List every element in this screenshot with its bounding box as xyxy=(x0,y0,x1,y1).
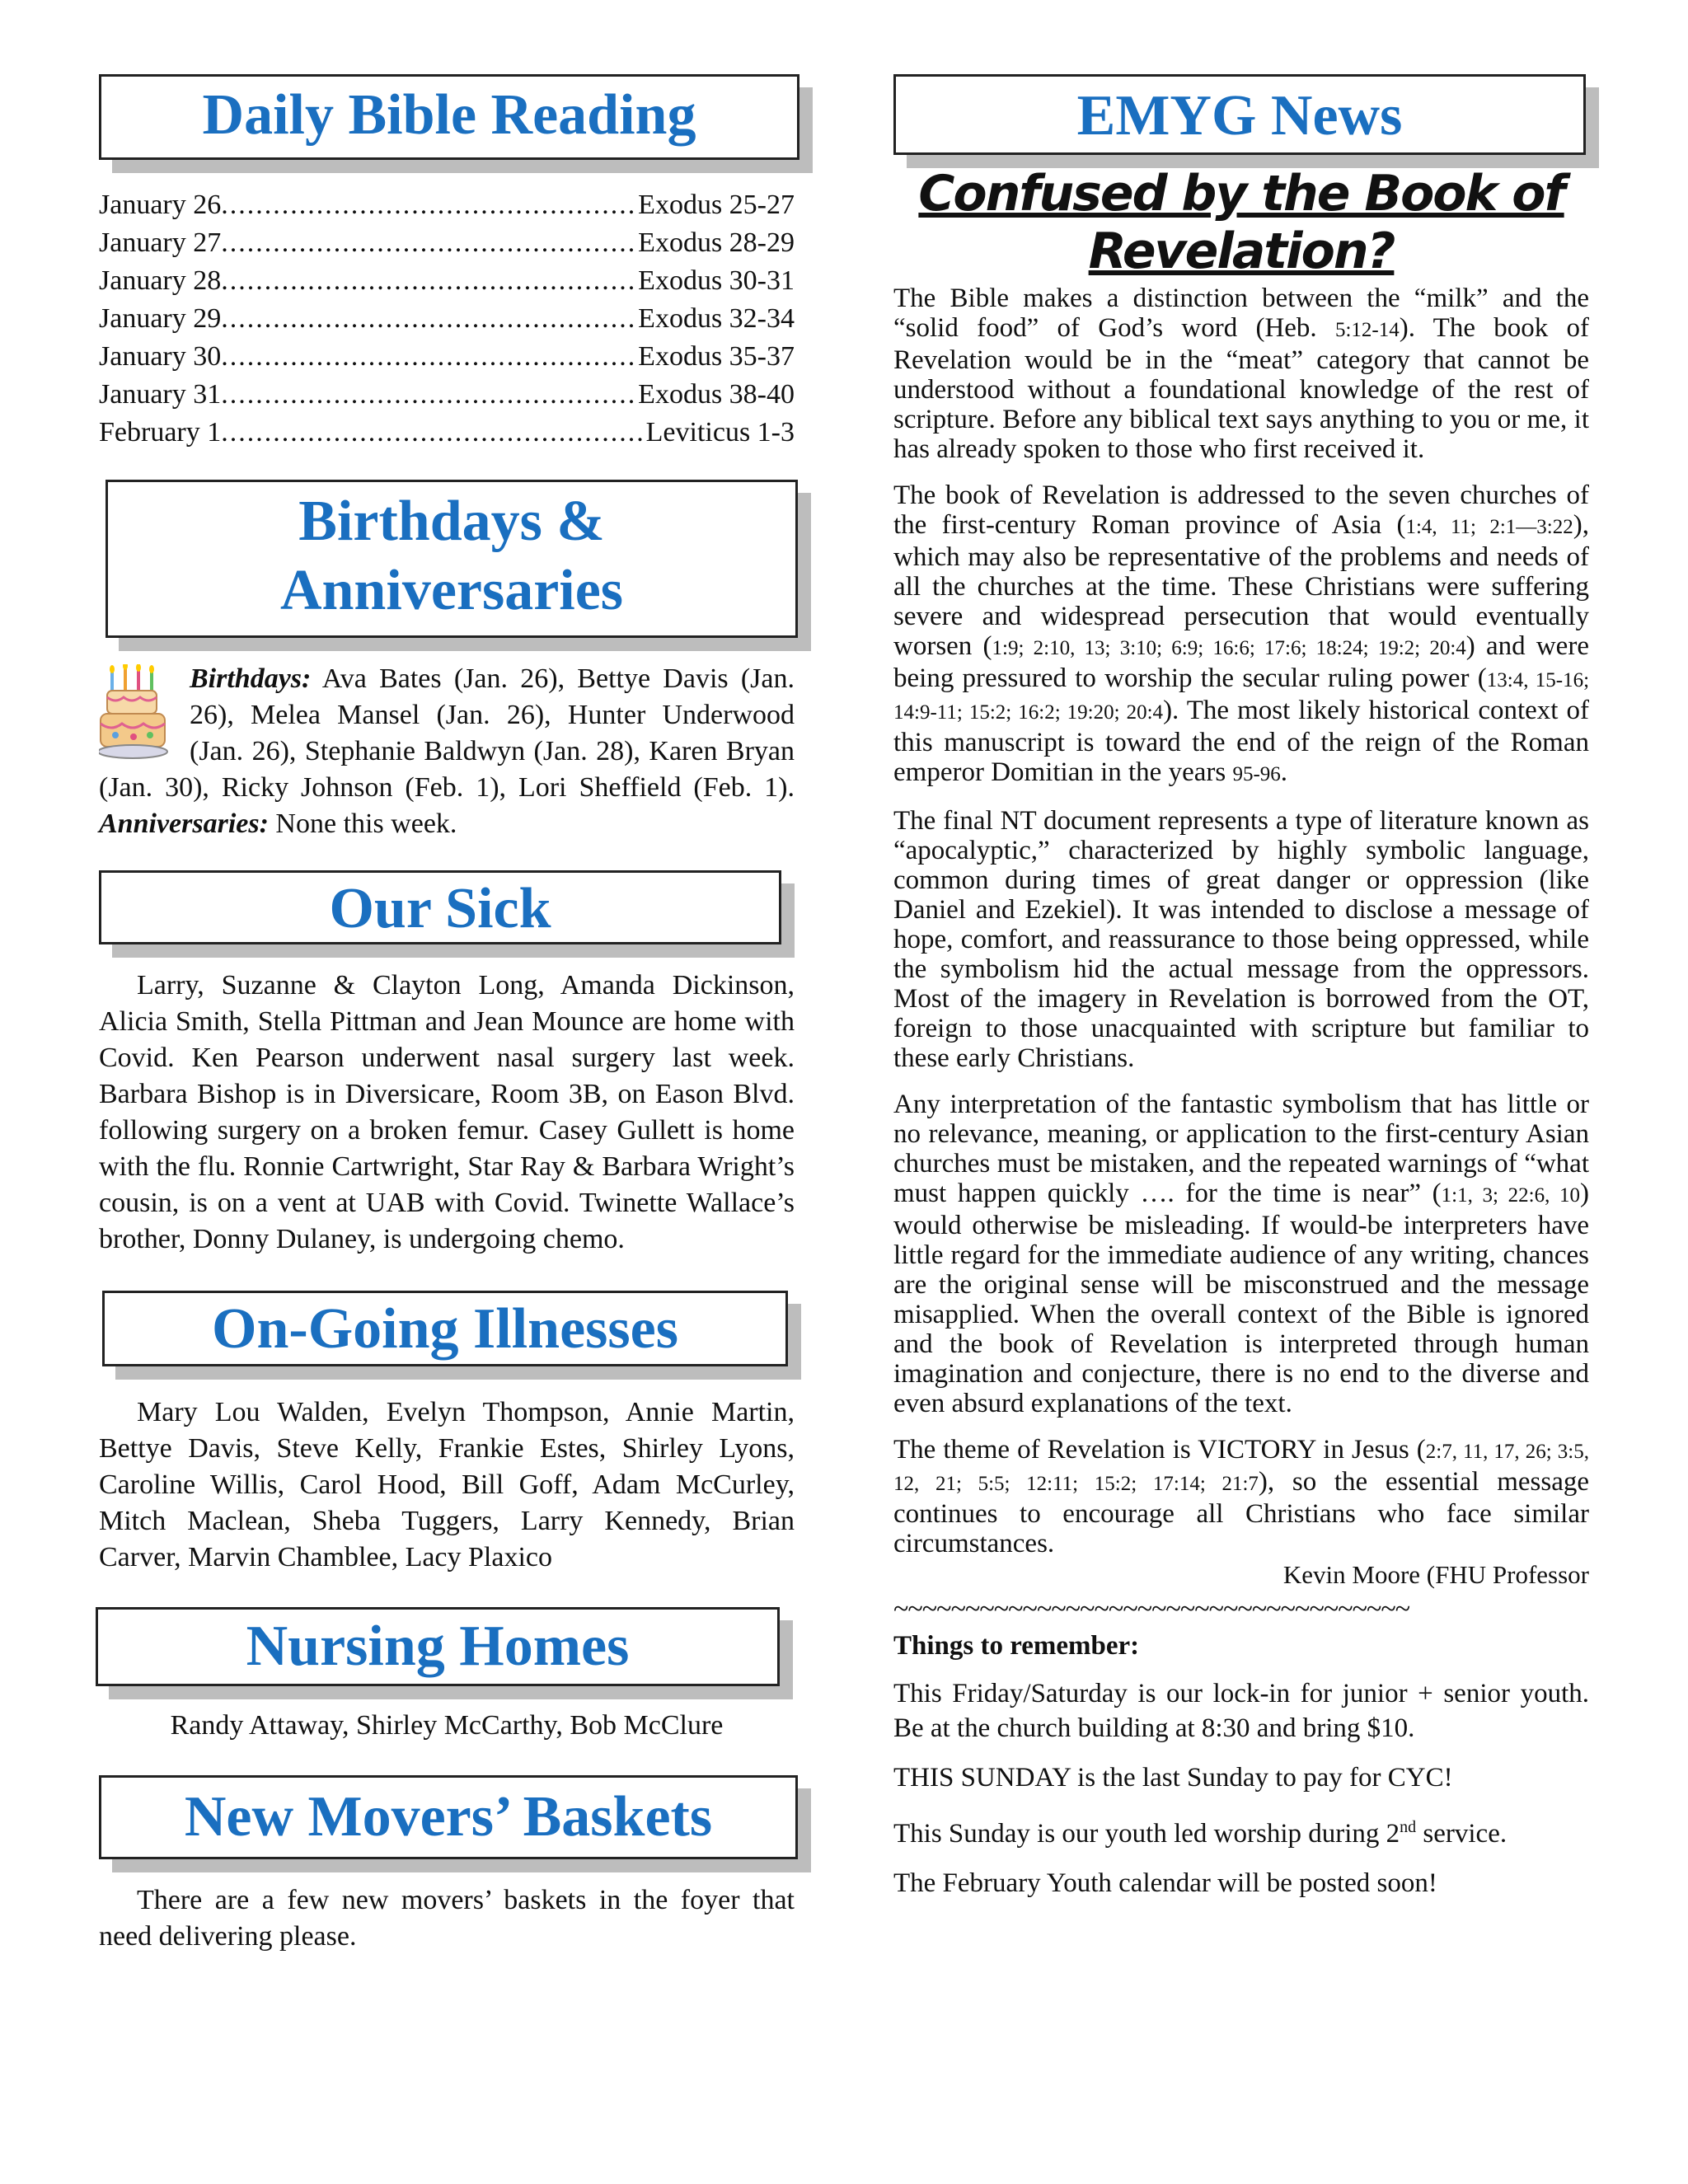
emyg-news-title: EMYG News xyxy=(1076,84,1403,148)
reading-passage: Exodus 30-31 xyxy=(638,265,795,296)
right-column xyxy=(893,74,1589,1915)
birthdays-list: Ava Bates (Jan. 26), Bettye Davis (Jan. 26), Melea Mansel (Jan. 26), Hunter Underwood (Jan. 26), Stephanie Baldwyn (Jan. 28), Karen Bryan (Jan. 30), Ricky Johnson (Feb. 1), Lori Sheffield (Feb. 1). xyxy=(99,663,795,803)
reading-date: January 28 xyxy=(99,265,222,296)
article-text: . xyxy=(1280,757,1288,787)
reading-date: January 30 xyxy=(99,341,222,372)
things-item: THIS SUNDAY is the last Sunday to pay for CYC! xyxy=(893,1763,1453,1793)
ordinal-suffix: nd xyxy=(1400,1818,1417,1836)
daily-reading-list xyxy=(99,186,795,452)
article-text: The book of Revelation is addressed to the seven churches of the first-century Roman province of Asia ( xyxy=(893,480,1589,540)
article-title xyxy=(893,165,1589,280)
nursing-header xyxy=(96,1607,780,1686)
scripture-ref: 13:4, 15-16; 14:9-11; 15:2; 16:2; 19:20; 20:4 xyxy=(893,669,1590,724)
reading-passage: Exodus 25-27 xyxy=(638,190,795,220)
nursing-title: Nursing Homes xyxy=(246,1615,630,1678)
birthdays-title-line2: Anniversaries xyxy=(279,559,624,622)
section-divider: ~~~~~~~~~~~~~~~~~~~~~~~~~~~~~~~~~~~~ xyxy=(893,1594,1410,1624)
movers-text: There are a few new movers’ baskets in the foyer that need delivering please. xyxy=(99,1885,795,1952)
reading-row xyxy=(99,300,795,338)
reading-passage: Exodus 28-29 xyxy=(638,227,795,258)
article-paragraph xyxy=(893,284,1589,464)
emyg-news-header xyxy=(893,74,1586,155)
reading-date: February 1 xyxy=(99,417,222,448)
article-text: ), so the essential message continues to encourage all Christians who face similar circumstances. xyxy=(893,1467,1589,1558)
movers-title: New Movers’ Baskets xyxy=(184,1785,713,1849)
reading-row xyxy=(99,414,795,452)
article-text: Any interpretation of the fantastic symbolism that has little or no relevance, meaning, or application to the first-century Asian churches must be mistaken, and the repeated warnings of “what must happen quickly …. for the time is near” ( xyxy=(893,1090,1589,1208)
article-text: ). The most likely historical context of this manuscript is toward the end of the reign of the Roman emperor Domitian in the years xyxy=(893,696,1589,787)
article-paragraph xyxy=(893,1090,1589,1418)
article-paragraph xyxy=(893,480,1589,790)
left-column xyxy=(99,74,795,1955)
article-text: ). The book of Revelation would be in the “meat” category that cannot be understood without a foundational knowledge of the rest of scripture. Before any biblical text says anything to you or me, it has already spoken to those who first received it. xyxy=(893,313,1589,464)
things-text: This Sunday is our youth led worship during 2 xyxy=(893,1819,1400,1849)
reading-passage: Leviticus 1-3 xyxy=(645,417,795,448)
nursing-text: Randy Attaway, Shirley McCarthy, Bob McClure xyxy=(170,1710,724,1741)
reading-date: January 27 xyxy=(99,227,222,258)
article-text: The theme of Revelation is VICTORY in Jesus ( xyxy=(893,1435,1426,1465)
ongoing-text: Mary Lou Walden, Evelyn Thompson, Annie Martin, Bettye Davis, Steve Kelly, Frankie Estes, Shirley Lyons, Caroline Willis, Carol Hood, Bill Goff, Adam McCurley, Mitch Maclean, Sheba Tuggers, Larry Kennedy, Brian Carver, Marvin Chamblee, Lacy Plaxico xyxy=(99,1397,795,1572)
reading-date: January 29 xyxy=(99,303,222,334)
birthday-cake-icon xyxy=(99,664,170,763)
things-item xyxy=(893,1810,1589,1851)
reading-row xyxy=(99,262,795,300)
anniversaries-text: None this week. xyxy=(268,808,457,839)
scripture-ref: 5:12-14 xyxy=(1334,319,1400,341)
things-item: The February Youth calendar will be posted soon! xyxy=(893,1868,1437,1898)
article-title-line2: Revelation? xyxy=(1088,223,1395,280)
ongoing-header xyxy=(102,1291,788,1366)
things-text: service. xyxy=(1416,1819,1507,1849)
article-text: ) and were being pressured to worship the secular ruling power ( xyxy=(893,631,1589,693)
article-text: ) would otherwise be misleading. If would-be interpreters have little regard for the immediate audience of any writing, chances are the original sense will be misconstrued and the message misapplied. When the overall context of the Bible is ignored and the book of Revelation is interpreted through human imagination and conjecture, there is no end to the diverse and even absurd explanations of the text. xyxy=(893,1179,1589,1418)
daily-reading-header xyxy=(99,74,799,160)
article-paragraph: The final NT document represents a type of literature known as “apocalyptic,” characterized by highly symbolic language, common during times of great danger or oppression (like Daniel and Ezekiel). It was intended to disclose a message of hope, comfort, and reassurance to those being oppressed, while the symbolism hid the actual message from the oppressors. Most of the imagery in Revelation is borrowed from the OT, foreign to those unacquainted with scripture but familiar to these early Christians. xyxy=(893,806,1589,1073)
ongoing-title: On-Going Illnesses xyxy=(212,1297,678,1361)
article-paragraph xyxy=(893,1435,1589,1558)
scripture-ref: 2:7, 11, 17, 26; 3:5, 12, 21; 5:5; 12:11; 15:2; 17:14; 21:7 xyxy=(893,1441,1589,1495)
birthdays-header xyxy=(106,480,798,638)
scripture-ref: 1:9; 2:10, 13; 3:10; 6:9; 16:6; 17:6; 18:24; 19:2; 20:4 xyxy=(992,637,1466,659)
things-heading: Things to remember: xyxy=(893,1631,1140,1661)
birthdays-title-line1: Birthdays & xyxy=(298,490,605,553)
scripture-ref: 1:1, 3; 22:6, 10 xyxy=(1441,1184,1580,1207)
birthdays-section xyxy=(99,661,795,842)
reading-passage: Exodus 32-34 xyxy=(638,303,795,334)
scripture-ref: 95-96 xyxy=(1232,763,1281,785)
birthdays-label: Birthdays: xyxy=(190,663,312,694)
reading-passage: Exodus 35-37 xyxy=(638,341,795,372)
daily-reading-title: Daily Bible Reading xyxy=(202,83,696,147)
reading-row xyxy=(99,186,795,224)
article-text: ), which may also be representative of the problems and needs of all the churches at the time. These Christians were suffering severe and widespread persecution that would eventually worsen ( xyxy=(893,510,1589,661)
anniversaries-label: Anniversaries: xyxy=(99,808,269,839)
article-signature: Kevin Moore (FHU Professor xyxy=(1282,1560,1589,1589)
reading-passage: Exodus 38-40 xyxy=(638,379,795,410)
reading-date: January 31 xyxy=(99,379,222,410)
reading-row xyxy=(99,338,795,376)
scripture-ref: 1:4, 11; 2:1—3:22 xyxy=(1405,516,1573,538)
our-sick-title: Our Sick xyxy=(329,877,551,940)
our-sick-text: Larry, Suzanne & Clayton Long, Amanda Dickinson, Alicia Smith, Stella Pittman and Jean Mounce are home with Covid. Ken Pearson underwent nasal surgery last week. Barbara Bishop is in Diversicare, Room 3B, on Eason Blvd. following surgery on a broken femur. Casey Gullett is home with the flu. Ronnie Cartwright, Star Ray & Barbara Wright’s cousin, is on a vent at UAB with Covid. Twinette Wallace’s brother, Donny Dulaney, is undergoing chemo. xyxy=(99,970,795,1254)
reading-row xyxy=(99,376,795,414)
article-title-line1: Confused by the Book of xyxy=(918,165,1564,223)
movers-header xyxy=(99,1775,798,1859)
things-item: This Friday/Saturday is our lock-in for junior + senior youth. Be at the church building at 8:30 and bring $10. xyxy=(893,1679,1589,1743)
our-sick-header xyxy=(99,870,781,944)
reading-row xyxy=(99,224,795,262)
article-text: The Bible makes a distinction between the “milk” and the “solid food” of God’s word (Heb. xyxy=(893,284,1589,343)
reading-date: January 26 xyxy=(99,190,222,220)
